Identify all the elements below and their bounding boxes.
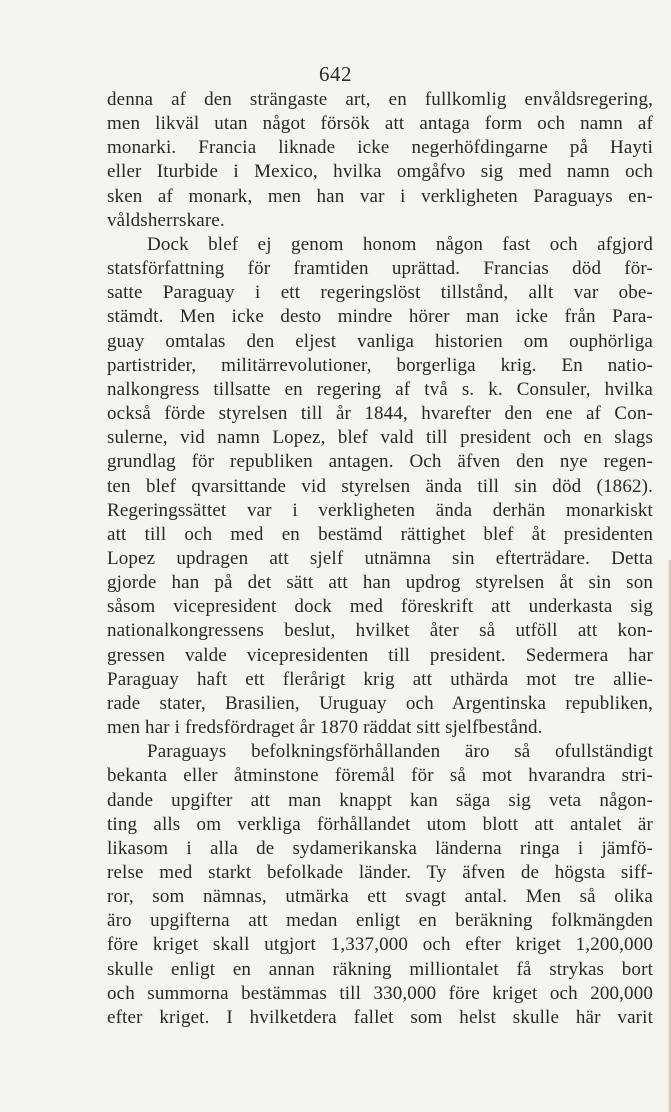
text-line: också förde styrelsen till år 1844, hvarefter den ene af Con- xyxy=(107,403,653,425)
text-line: grundlag för republiken antagen. Och äfven den nye regen- xyxy=(107,451,653,473)
text-line: nationalkongressens beslut, hvilket åter så utföll att kon- xyxy=(107,620,653,642)
paragraph-start-line: Dock blef ej genom honom någon fast och afgjord xyxy=(147,233,653,255)
text-line: monarki. Francia liknade icke negerhöfdingarne på Hayti xyxy=(107,137,653,159)
text-line: äro upgifterna att medan enligt en beräkning folkmängden xyxy=(107,910,653,932)
text-line: ting alls om verkliga förhållandet utom blott att antalet är xyxy=(107,813,653,835)
text-line: sken af monark, men han var i verkligheten Paraguays en- xyxy=(107,185,653,207)
text-line: satte Paraguay i ett regeringslöst tillstånd, allt var obe- xyxy=(107,282,653,304)
text-line: gjorde han på det sätt att han updrog styrelsen åt sin son xyxy=(107,572,653,594)
text-line: Lopez updragen att sjelf utnämna sin efterträdare. Detta xyxy=(107,547,653,569)
text-line: likasom i alla de sydamerikanska länderna ringa i jämfö- xyxy=(107,837,653,859)
body-text xyxy=(107,88,653,1030)
text-line: partistrider, militärrevolutioner, borgerliga krig. En natio- xyxy=(107,354,653,376)
text-line: sulerne, vid namn Lopez, blef vald till president och en slags xyxy=(107,427,653,449)
text-line: dande upgifter att man knappt kan säga sig veta någon- xyxy=(107,789,653,811)
text-line: Paraguay haft ett flerårigt krig att uthärda mot tre allie- xyxy=(107,668,653,690)
text-line: rade stater, Brasilien, Uruguay och Argentinska republiken, xyxy=(107,692,653,714)
text-line: före kriget skall utgjort 1,337,000 och efter kriget 1,200,000 xyxy=(107,934,653,956)
text-line: nalkongress tillsatte en regering af två s. k. Consuler, hvilka xyxy=(107,378,653,400)
text-line: och summorna bestämmas till 330,000 före kriget och 200,000 xyxy=(107,982,653,1004)
text-line: eller Iturbide i Mexico, hvilka omgåfvo sig med namn och xyxy=(107,161,653,183)
paragraph-start-line: Paraguays befolkningsförhållanden äro så ofullständigt xyxy=(147,741,653,763)
text-line: ten blef qvarsittande vid styrelsen ända till sin död (1862). xyxy=(107,475,653,497)
text-line: gressen valde vicepresidenten till president. Sedermera har xyxy=(107,644,653,666)
text-line: Regeringssättet var i verkligheten ända derhän monarkiskt xyxy=(107,499,653,521)
text-line: relse med starkt befolkade länder. Ty äfven de högsta siff- xyxy=(107,862,653,883)
text-line: skulle enligt en annan räkning milliontalet få strykas bort xyxy=(107,958,653,980)
text-line: men har i fredsfördraget år 1870 räddat sitt sjelfbestånd. xyxy=(107,717,543,739)
text-line: bekanta eller åtminstone föremål för så mot hvarandra stri- xyxy=(107,765,653,787)
page-number: 642 xyxy=(319,62,352,86)
text-line: stämdt. Men icke desto mindre hörer man icke från Para- xyxy=(107,306,653,328)
text-line: att till och med en bestämd rättighet blef åt presidenten xyxy=(107,523,653,545)
text-line: ror, som nämnas, utmärka ett svagt antal. Men så olika xyxy=(107,886,653,908)
text-line: men likväl utan något försök att antaga form och namn af xyxy=(107,113,653,135)
text-line: våldsherrskare. xyxy=(107,209,225,231)
text-line: statsförfattning för framtiden uprättad. Francias död för- xyxy=(107,258,653,280)
text-line: såsom vicepresident dock med föreskrift att underkasta sig xyxy=(107,596,653,618)
text-line: efter kriget. I hvilketdera fallet som helst skulle här varit xyxy=(107,1006,653,1028)
text-line: guay omtalas den eljest vanliga historien om ouphörliga xyxy=(107,330,653,352)
text-line: denna af den strängaste art, en fullkomlig envåldsregering, xyxy=(107,89,653,110)
